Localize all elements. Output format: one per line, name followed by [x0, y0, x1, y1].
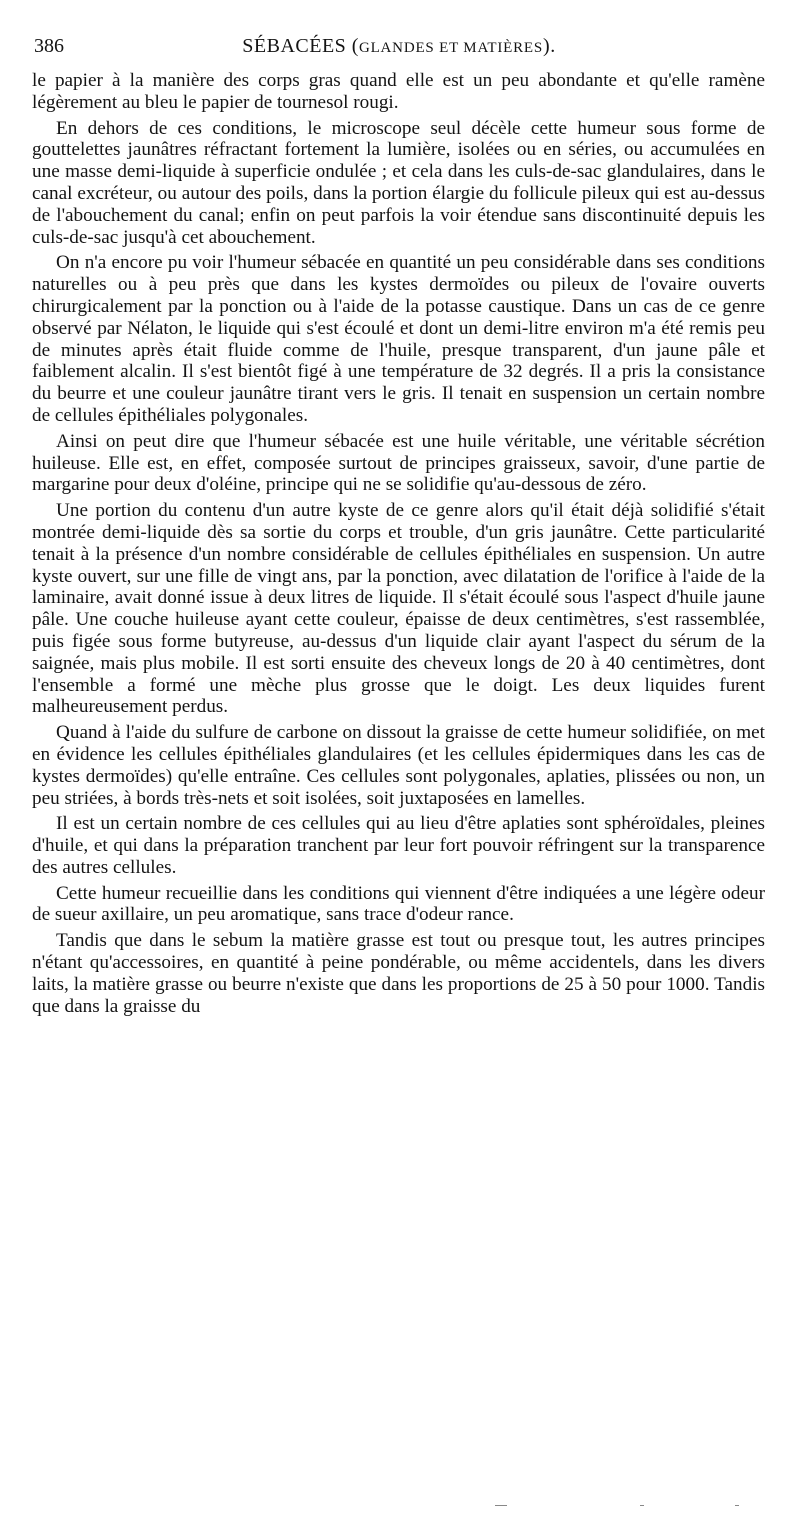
running-title-main: SÉBACÉES ( — [242, 35, 359, 57]
page-bottom-marks — [0, 1505, 800, 1511]
paragraph: Cette humeur recueillie dans les conditions qui viennent d'être indiquées a une légère odeur de sueur axillaire, un peu aromatique, sans trace d'odeur rance. — [32, 882, 765, 926]
paragraph: Tandis que dans le sebum la matière grasse est tout ou presque tout, les autres principes n'étant qu'accessoires, en quantité à peine pondérable, ou même accidentels, dans les divers laits, la matière grasse ou beurre n'existe que dans les proportions de 25 à 50 pour 1000. Tandis que dans la graisse du — [32, 930, 765, 1017]
paragraph: Ainsi on peut dire que l'humeur sébacée est une huile véritable, une véritable sécrétion huileuse. Elle est, en effet, composée surtout de principes graisseux, savoir, d'une partie de margarine pour deux d'oléine, principe qui ne se solidifie qu'au-dessous de zéro. — [32, 430, 765, 496]
scan-mark — [735, 1505, 739, 1506]
paragraph: Une portion du contenu d'un autre kyste de ce genre alors qu'il était déjà solidifié s'était montrée demi-liquide dès sa sortie du corps et trouble, d'un gris jaunâtre. Cette particularité tenait à la présence d'un nombre considérable de cellules épithéliales en suspension. Un autre kyste ouvert, sur une fille de vingt ans, par la ponction, avec dilatation de l'orifice à l'aide de la laminaire, avait donné issue à deux litres de liquide. Il s'était écoulé sous l'aspect d'huile jaune pâle. Une couche huileuse ayant cette couleur, épaisse de deux centimètres, s'est rassemblée, puis figée sous forme butyreuse, au-dessus d'un liquide clair ayant l'aspect du sérum de la saignée, mais plus mobile. Il est sorti ensuite des cheveux longs de 20 à 40 centimètres, dont l'ensemble a formé une mèche plus grosse que le doigt. Les deux liquides furent malheureusement perdus. — [32, 500, 765, 718]
page-number: 386 — [34, 35, 64, 57]
paragraph: En dehors de ces conditions, le microscope seul décèle cette humeur sous forme de gouttelettes jaunâtres réfractant fortement la lumière, isolées ou en séries, ou accumulées en une masse demi-liquide à superficie ondulée ; et cela dans les culs-de-sac glandulaires, dans le canal excréteur, ou autour des poils, dans la portion élargie du follicule pileux qui est au-dessus de l'abouchement du canal; enfin on peut parfois la voir étendue sans discontinuité depuis les culs-de-sac jusqu'à cet abouchement. — [32, 117, 765, 248]
scan-mark — [640, 1505, 644, 1506]
running-title-smallcaps: GLANDES ET MATIÈRES — [358, 40, 544, 56]
paragraph-continued: le papier à la manière des corps gras quand elle est un peu abondante et qu'elle ramène légèrement au bleu le papier de tournesol rougi. — [32, 70, 765, 113]
body-text — [32, 70, 765, 1021]
scan-mark — [495, 1505, 507, 1506]
paragraph: On n'a encore pu voir l'humeur sébacée en quantité un peu considérable dans ses conditions naturelles ou à peu près que dans les kystes dermoïdes ou pileux de l'ovaire ouverts chirurgicalement par la ponction ou à l'aide de la potasse caustique. Dans un cas de ce genre observé par Nélaton, le liquide qui s'est écoulé et dont un demi-litre environ m'a été remis peu de minutes après était fluide comme de l'huile, presque transparent, d'un jaune pâle et faiblement alcalin. Il s'est bientôt figé à une température de 32 degrés. Il a pris la consistance du beurre et une couleur jaunâtre tirant vers le gris. Il tenait en suspension un certain nombre de cellules épithéliales polygonales. — [32, 252, 765, 426]
paragraph: Quand à l'aide du sulfure de carbone on dissout la graisse de cette humeur solidifiée, on met en évidence les cellules épithéliales glandulaires (et les cellules épidermiques dans les cas de kystes dermoïdes) qu'elle entraîne. Ces cellules sont polygonales, aplaties, plissées ou non, un peu striées, à bords très-nets et soit isolées, soit juxtaposées en lamelles. — [32, 722, 765, 809]
running-title — [34, 32, 764, 62]
running-header — [34, 32, 764, 60]
running-title-end: ). — [543, 35, 556, 57]
paragraph: Il est un certain nombre de ces cellules qui au lieu d'être aplaties sont sphéroïdales, pleines d'huile, et qui dans la préparation tranchent par leur fort pouvoir réfringent sur la transparence des autres cellules. — [32, 813, 765, 878]
